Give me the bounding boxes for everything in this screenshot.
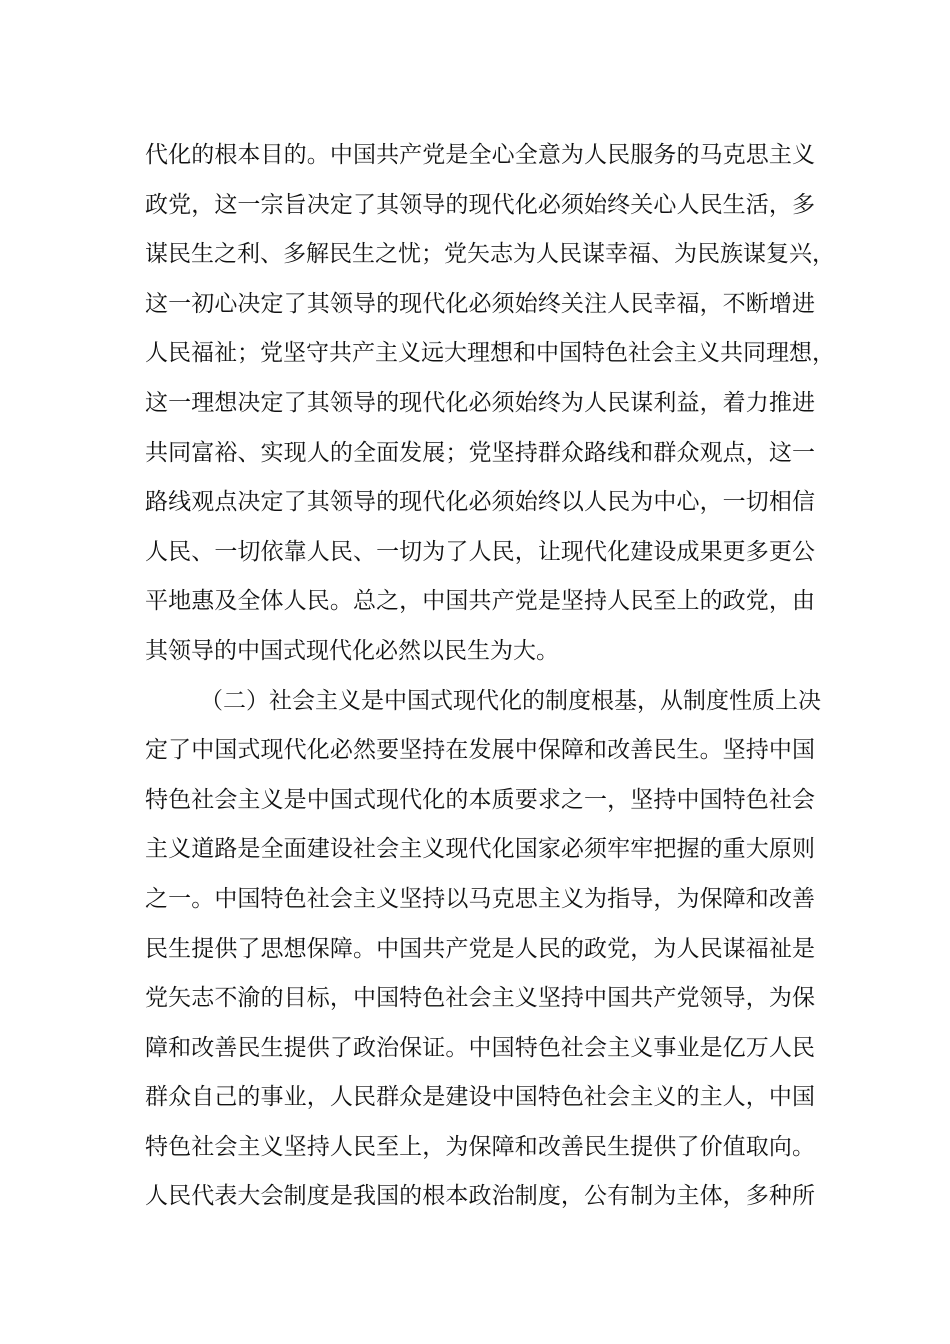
text-line: 特色社会主义是中国式现代化的本质要求之一，坚持中国特色社会 <box>145 786 815 813</box>
text-line: 主义道路是全面建设社会主义现代化国家必须牢牢把握的重大原则 <box>145 836 815 863</box>
text-line: 障和改善民生提供了政治保证。中国特色社会主义事业是亿万人民 <box>145 1034 815 1061</box>
text-line: 民生提供了思想保障。中国共产党是人民的政党，为人民谋福祉是 <box>145 935 815 962</box>
text-line: 之一。中国特色社会主义坚持以马克思主义为指导，为保障和改善 <box>145 885 815 912</box>
paragraph-end-line: 其领导的中国式现代化必然以民生为大。 <box>145 637 559 664</box>
text-line: 代化的根本目的。中国共产党是全心全意为人民服务的马克思主义 <box>145 142 815 168</box>
text-line: 人民、一切依靠人民、一切为了人民，让现代化建设成果更多更公 <box>145 538 815 565</box>
text-line: 谋民生之利、多解民生之忧；党矢志为人民谋幸福、为民族谋复兴， <box>145 241 835 268</box>
text-line: 定了中国式现代化必然要坚持在发展中保障和改善民生。坚持中国 <box>145 737 815 764</box>
text-line: 人民福祉；党坚守共产主义远大理想和中国特色社会主义共同理想， <box>145 340 835 367</box>
text-line: 这一初心决定了其领导的现代化必须始终关注人民幸福，不断增进 <box>145 290 815 317</box>
text-line: 路线观点决定了其领导的现代化必须始终以人民为中心，一切相信 <box>145 489 815 516</box>
text-line: 特色社会主义坚持人民至上，为保障和改善民生提供了价值取向。 <box>145 1133 815 1160</box>
text-line: 这一理想决定了其领导的现代化必须始终为人民谋利益，着力推进 <box>145 389 815 416</box>
text-line: 群众自己的事业，人民群众是建设中国特色社会主义的主人，中国 <box>145 1084 815 1111</box>
text-line: 人民代表大会制度是我国的根本政治制度，公有制为主体，多种所 <box>145 1183 815 1210</box>
text-line: 平地惠及全体人民。总之，中国共产党是坚持人民至上的政党，由 <box>145 588 815 615</box>
paragraph-first-line: （二）社会主义是中国式现代化的制度根基，从制度性质上决 <box>200 687 821 714</box>
text-line: 党矢志不渝的目标，中国特色社会主义坚持中国共产党领导，为保 <box>145 985 815 1012</box>
body-text <box>145 131 835 1222</box>
text-line: 共同富裕、实现人的全面发展；党坚持群众路线和群众观点，这一 <box>145 439 815 466</box>
text-line: 政党，这一宗旨决定了其领导的现代化必须始终关心人民生活，多 <box>145 191 815 218</box>
